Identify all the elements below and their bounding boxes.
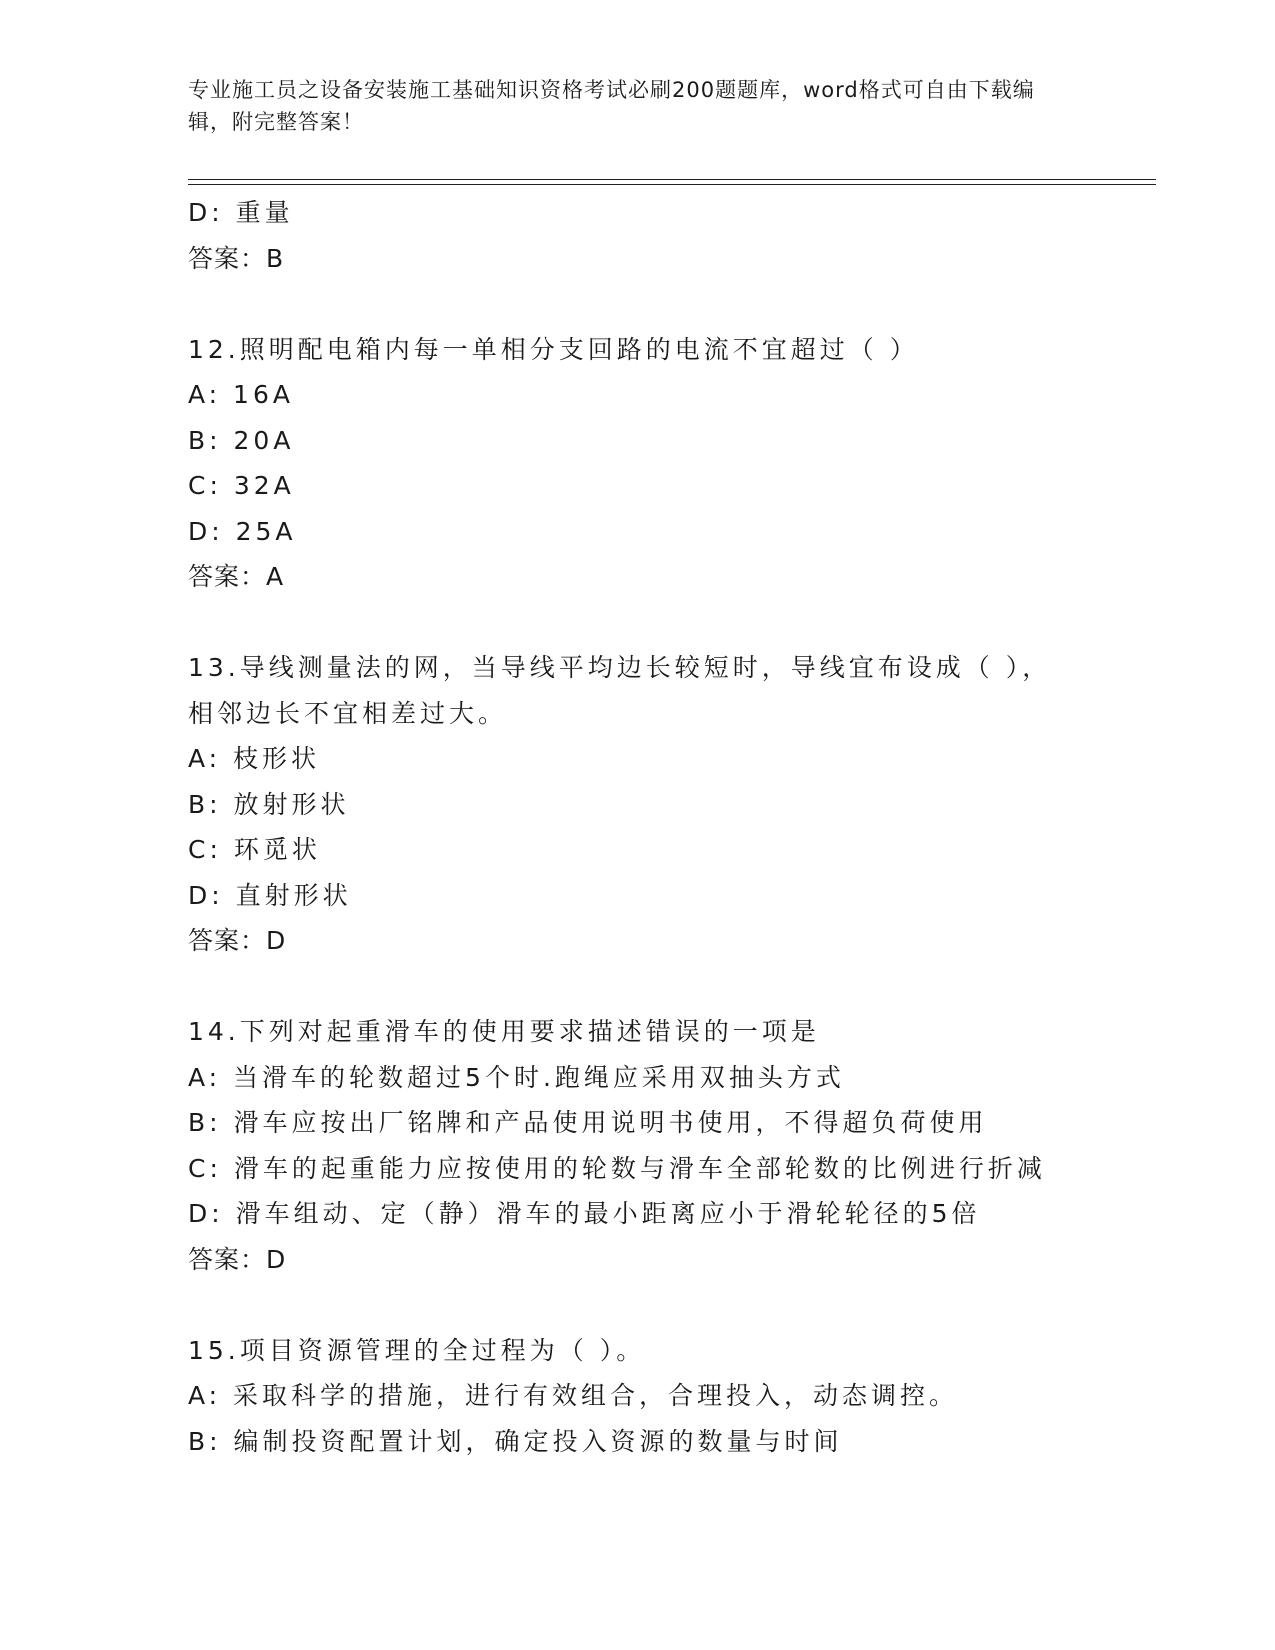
option-b: B: 放射形状 xyxy=(188,789,350,819)
option-c: C: 32A xyxy=(188,471,295,500)
option-d: D: 重量 xyxy=(188,198,294,227)
question-stem: 12.照明配电箱内每一单相分支回路的电流不宜超过（ ） xyxy=(188,334,919,364)
document-body xyxy=(188,190,1148,1464)
option-d: D: 25A xyxy=(188,516,297,546)
option-a: A: 16A xyxy=(188,380,294,409)
option-c: C: 环觅状 xyxy=(188,835,321,864)
option-b: B: 滑车应按出厂铭牌和产品使用说明书使用，不得超负荷使用 xyxy=(188,1108,988,1137)
option-c: C: 滑车的起重能力应按使用的轮数与滑车全部轮数的比例进行折减 xyxy=(188,1153,1046,1183)
option-a: A: 当滑车的轮数超过5个时.跑绳应采用双抽头方式 xyxy=(188,1062,845,1092)
question-stem: 13.导线测量法的网，当导线平均边长较短时，导线宜布设成（ ），相邻边长不宜相差过大。 xyxy=(188,653,1052,728)
option-d: D: 直射形状 xyxy=(188,880,352,910)
question-stem: 14.下列对起重滑车的使用要求描述错误的一项是 xyxy=(188,1017,820,1046)
option-d: D: 滑车组动、定（静）滑车的最小距离应小于滑轮轮径的5倍 xyxy=(188,1199,981,1228)
answer: 答案：D xyxy=(188,926,287,955)
question-stem: 15.项目资源管理的全过程为（ ）。 xyxy=(188,1335,646,1365)
answer: 答案：B xyxy=(188,243,285,273)
option-b: B: 编制投资配置计划，确定投入资源的数量与时间 xyxy=(188,1426,843,1456)
header-rule-top xyxy=(188,179,1156,180)
answer: 答案：A xyxy=(188,562,285,591)
option-b: B: 20A xyxy=(188,425,295,455)
option-a: A: 采取科学的措施，进行有效组合，合理投入，动态调控。 xyxy=(188,1381,959,1410)
document-header: 专业施工员之设备安装施工基础知识资格考试必刷200题题库，word格式可自由下载编辑，附完整答案！ xyxy=(188,78,1035,134)
header-rule-bottom xyxy=(188,184,1156,185)
answer: 答案：D xyxy=(188,1244,287,1274)
option-a: A: 枝形状 xyxy=(188,744,321,773)
